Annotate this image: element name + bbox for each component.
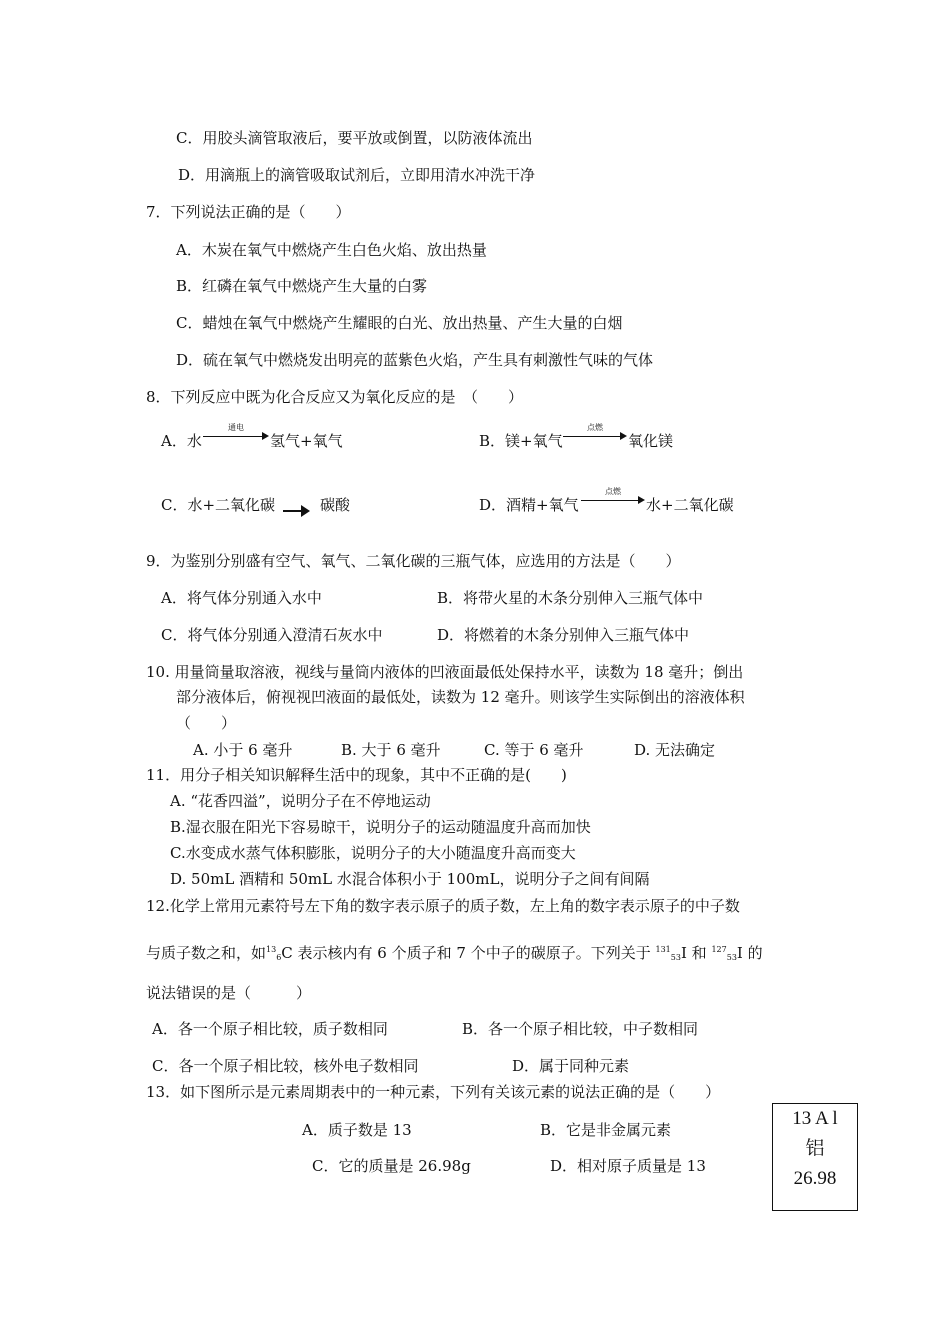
- q12-option-a: A．各一个原子相比较，质子数相同: [152, 1020, 388, 1038]
- q13-option-b: B．它是非金属元素: [540, 1121, 672, 1139]
- q12-text-a: 与质子数之和，如: [146, 944, 267, 962]
- q8-option-b-reactant: B．镁+氧气: [479, 432, 563, 450]
- iodine127-mass-number: 127: [711, 945, 727, 954]
- q10-stem-line2: 部分液体后，俯视视凹液面的最低处，读数为 12 毫升。则该学生实际倒出的溶液体积: [176, 688, 745, 706]
- q10-option-a: A. 小于 6 毫升: [193, 741, 293, 759]
- q10-option-d: D. 无法确定: [634, 741, 716, 759]
- q6-option-d: D．用滴瓶上的滴管吸取试剂后，立即用清水冲洗干净: [178, 166, 536, 184]
- q12-stem-line2: [146, 940, 763, 968]
- q8-option-c-arrow: [283, 500, 313, 520]
- q11-stem: 11．用分子相关知识解释生活中的现象，其中不正确的是( ): [146, 766, 567, 784]
- q13-option-c: C．它的质量是 26.98g: [312, 1157, 471, 1175]
- q9-stem: 9．为鉴别分别盛有空气、氧气、二氧化碳的三瓶气体，应选用的方法是（ ）: [146, 552, 681, 570]
- q7-option-a: A．木炭在氧气中燃烧产生白色火焰、放出热量: [176, 241, 487, 259]
- q9-option-a: A．将气体分别通入水中: [161, 589, 322, 607]
- q10-option-b: B. 大于 6 毫升: [341, 741, 441, 759]
- q12-option-c: C．各一个原子相比较，核外电子数相同: [152, 1057, 419, 1075]
- q7-option-d: D．硫在氧气中燃烧发出明亮的蓝紫色火焰，产生具有刺激性气味的气体: [176, 351, 654, 369]
- q10-option-c: C. 等于 6 毫升: [484, 741, 584, 759]
- q12-option-d: D．属于同种元素: [512, 1057, 630, 1075]
- periodic-table-element-card: [772, 1103, 858, 1211]
- q8-option-b-arrow: [563, 424, 627, 444]
- q8-option-d-condition: 点燃: [605, 487, 621, 496]
- q9-option-b: B．将带火星的木条分别伸入三瓶气体中: [437, 589, 704, 607]
- iodine131-atomic-number: 53: [670, 953, 681, 962]
- q8-option-b-condition: 点燃: [587, 423, 603, 432]
- q12-text-d: I 的: [736, 944, 763, 962]
- element-name: 铝: [805, 1138, 825, 1159]
- q7-stem: 7．下列说法正确的是（ ）: [146, 203, 351, 221]
- q11-option-d: D. 50mL 酒精和 50mL 水混合体积小于 100mL，说明分子之间有间隔: [170, 870, 650, 888]
- q8-option-b-product: 氧化镁: [628, 432, 674, 450]
- q7-option-c: C．蜡烛在氧气中燃烧产生耀眼的白光、放出热量、产生大量的白烟: [176, 314, 623, 332]
- q13-option-d: D．相对原子质量是 13: [550, 1157, 706, 1175]
- q8-option-d-arrow: [581, 488, 645, 508]
- q9-option-c: C．将气体分别通入澄清石灰水中: [161, 626, 383, 644]
- q12-option-b: B．各一个原子相比较，中子数相同: [462, 1020, 699, 1038]
- q13-stem: 13．如下图所示是元素周期表中的一种元素，下列有关该元素的说法正确的是（ ）: [146, 1083, 721, 1101]
- carbon-mass-number: 13: [266, 945, 277, 954]
- q12-text-b: C 表示核内有 6 个质子和 7 个中子的碳原子。下列关于: [281, 944, 651, 962]
- q9-option-d: D．将燃着的木条分别伸入三瓶气体中: [437, 626, 690, 644]
- iodine127-atomic-number: 53: [726, 953, 737, 962]
- q7-option-b: B．红磷在氧气中燃烧产生大量的白雾: [176, 277, 428, 295]
- q12-stem-line3: 说法错误的是（ ）: [146, 984, 312, 1002]
- q10-stem-line3: （ ）: [176, 714, 237, 732]
- q8-option-a-arrow: [203, 424, 269, 444]
- q8-option-d-reactant: D．酒精+氧气: [479, 496, 579, 514]
- q8-option-d-product: 水+二氧化碳: [646, 496, 734, 514]
- q12-stem-line1: 12.化学上常用元素符号左下角的数字表示原子的质子数，左上角的数字表示原子的中子数: [146, 897, 740, 915]
- q11-option-a: A. “花香四溢”，说明分子在不停地运动: [170, 792, 431, 810]
- q8-option-c-reactant: C．水+二氧化碳: [161, 496, 276, 514]
- q13-option-a: A．质子数是 13: [302, 1121, 412, 1139]
- q8-option-a-reactant: A．水: [161, 432, 202, 450]
- q6-option-c: C．用胶头滴管取液后，要平放或倒置，以防液体流出: [176, 129, 533, 147]
- q11-option-c: C.水变成水蒸气体积膨胀，说明分子的大小随温度升高而变大: [170, 844, 576, 862]
- iodine131-mass-number: 131: [655, 945, 671, 954]
- q8-option-a-product: 氢气+氧气: [270, 432, 343, 450]
- q11-option-b: B.湿衣服在阳光下容易晾干，说明分子的运动随温度升高而加快: [170, 818, 591, 836]
- q10-stem-line1: 10. 用量筒量取溶液，视线与量筒内液体的凹液面最低处保持水平，读数为 18 毫升；倒出: [146, 663, 744, 681]
- q12-text-c: I 和: [680, 944, 707, 962]
- q8-option-c-product: 碳酸: [320, 496, 351, 514]
- carbon-atomic-number: 6: [276, 953, 282, 962]
- element-number-symbol: 13 A l: [792, 1108, 838, 1129]
- q8-stem: 8．下列反应中既为化合反应又为氧化反应的是 （ ）: [146, 388, 524, 406]
- q8-option-a-condition: 通电: [228, 423, 244, 432]
- element-atomic-mass: 26.98: [793, 1168, 837, 1189]
